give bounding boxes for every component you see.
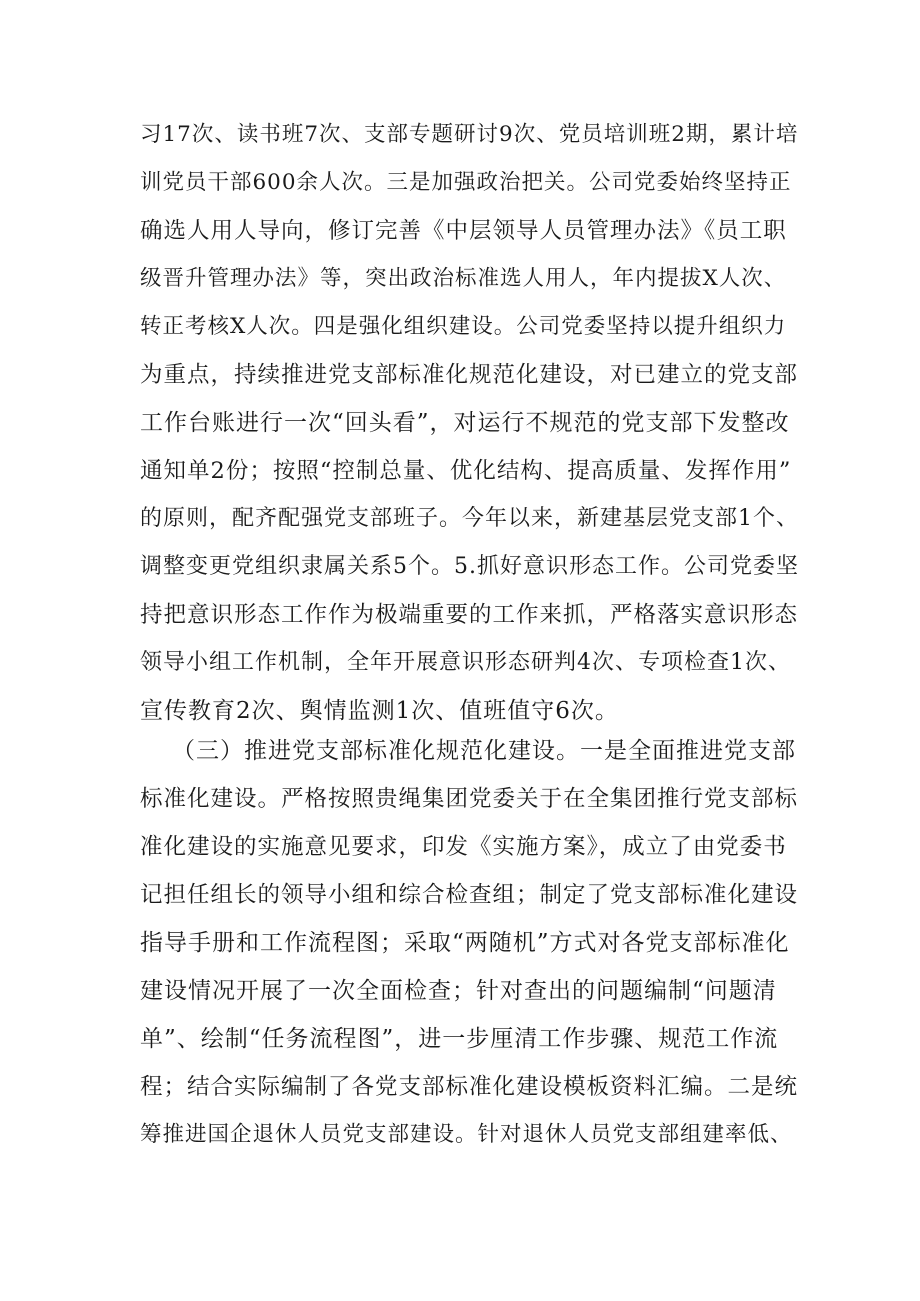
paragraph-line: 标准化建设。严格按照贵绳集团党委关于在全集团推行党支部标 <box>140 786 799 812</box>
paragraph-line: 筹推进国企退休人员党支部建设。针对退休人员党支部组建率低、 <box>140 1122 793 1147</box>
paragraph-line: 调整变更党组织隶属关系5个。5.抓好意识形态工作。公司党委坚 <box>140 554 799 579</box>
paragraph-line: 工作台账进行一次“回头看”，对运行不规范的党支部下发整改 <box>140 410 790 436</box>
paragraph-line: 通知单2份；按照“控制总量、优化结构、提高质量、发挥作用” <box>140 458 792 484</box>
paragraph-line: 级晋升管理办法》等，突出政治标准选人用人，年内提拔X人次、 <box>140 266 787 291</box>
paragraph-line: 训党员干部600余人次。三是加强政治把关。公司党委始终坚持正 <box>140 170 792 195</box>
paragraph-line: 单”、绘制“任务流程图”，进一步厘清工作步骤、规范工作流 <box>140 1026 779 1052</box>
paragraph-line: 领导小组工作机制，全年开展意识形态研判4次、专项检查1次、 <box>140 650 791 675</box>
section-heading-line: （三）推进党支部标准化规范化建设。一是全面推进党支部 <box>172 738 796 764</box>
paragraph-line: 习17次、读书班7次、支部专题研讨9次、党员培训班2期，累计培 <box>140 122 799 147</box>
paragraph-line: 准化建设的实施意见要求，印发《实施方案》，成立了由党委书 <box>140 834 787 860</box>
paragraph-line: 的原则，配齐配强党支部班子。今年以来，新建基层党支部1个、 <box>140 506 799 531</box>
paragraph-party-building-work <box>140 111 800 735</box>
paragraph-line: 转正考核X人次。四是强化组织建设。公司党委坚持以提升组织力 <box>140 314 787 339</box>
paragraph-line: 持把意识形态工作作为极端重要的工作来抓，严格落实意识形态 <box>140 602 799 628</box>
paragraph-line: 宣传教育2次、舆情监测1次、值班值守6次。 <box>140 698 619 724</box>
paragraph-line: 指导手册和工作流程图；采取“两随机”方式对各党支部标准化 <box>140 930 790 956</box>
paragraph-line: 为重点，持续推进党支部标准化规范化建设，对已建立的党支部 <box>140 362 799 388</box>
paragraph-line: 记担任组长的领导小组和综合检查组；制定了党支部标准化建设 <box>140 882 799 908</box>
paragraph-branch-standardization <box>140 727 800 1159</box>
paragraph-line: 建设情况开展了一次全面检查；针对查出的问题编制“问题清 <box>140 978 777 1004</box>
paragraph-line: 确选人用人导向，修订完善《中层领导人员管理办法》《员工职 <box>140 218 787 244</box>
paragraph-line: 程；结合实际编制了各党支部标准化建设模板资料汇编。二是统 <box>140 1074 799 1100</box>
